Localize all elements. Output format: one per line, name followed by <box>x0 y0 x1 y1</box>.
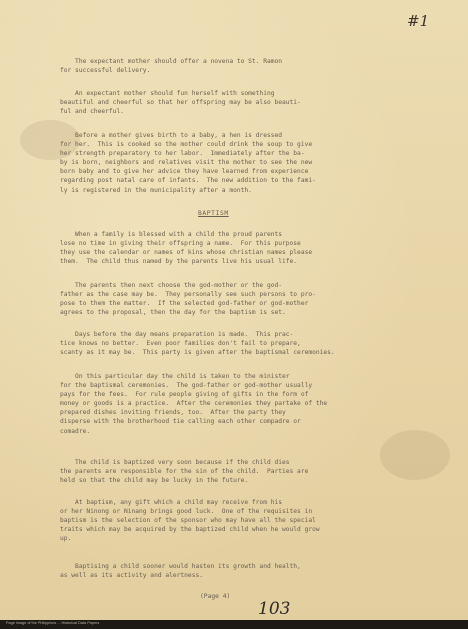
handwritten-folio-number: 103 <box>258 599 291 619</box>
paragraph-cheerful: An expectant mother should fun herself with something beautiful and cheerful so that her offspring may be also beauti- ful and cheerful. <box>60 90 301 116</box>
paragraph-preparation: Days before the day means preparation is made. This prac- tice knows no better. Even poor families don't fail to prepare, scanty as it may be. This party is given after the baptismal ceremonies. <box>60 331 335 357</box>
paragraph-novena: The expectant mother should offer a novena to St. Ramon for successful delivery. <box>60 58 283 75</box>
paragraph-baptized-soon: The child is baptized very soon because if the child dies the parents are responsible for the sin of the child. Parties are held so that the child may be lucky in the future. <box>60 459 309 485</box>
paragraph-gifts: At baptism, any gift which a child may receive from his or her Ninong or Ninang brings good luck. One of the requisites in baptism is the selection of the sponsor who may have all the special traits which may be acquired by the baptized child when he would grow up. <box>60 499 320 543</box>
page-number-handwritten: #1 <box>407 12 430 30</box>
paragraph-hen-dressed: Before a mother gives birth to a baby, a hen is dressed for her. This is cooked so the mother could drink the soup to give her strength preparatory to her labor. Immediately after the ba- by is born, neighbors and relatives visit the mother to see the new born baby and to give her advice they have learned from experience regarding post natal care of infants. The new addition to the fami- ly is registered in the municipality after a month. <box>60 132 316 194</box>
paragraph-growth: Baptising a child sooner would hasten its growth and health, as well as its activity and alertness. <box>60 563 301 580</box>
scan-edge-text: Page image of the Philippines ... Historical Data Papers <box>6 621 100 625</box>
paragraph-naming: When a family is blessed with a child the proud parents lose no time in giving their offspring a name. For this purpose they use the calendar or names of kins whose christian names please them. The child thus named by the parents live his usual life. <box>60 231 313 266</box>
paragraph-ceremony-day: On this particular day the child is taken to the minister for the baptismal ceremonies. The god-father or god-mother usually pays for the fees. For rule people giving of gifts in the form of money or goods is a practice. After the ceremonies they partake of the prepared dishes inviting friends, too. After the party they disperse with the brotherhood tie calling each other compadre or comadre. <box>60 373 328 435</box>
section-heading-baptism: BAPTISM <box>198 210 229 217</box>
page-footer: (Page 4) <box>200 593 231 600</box>
paragraph-godparents: The parents then next choose the god-mother or the god- father as the case may be. They personally see such persons to pro- pose to them the matter. If the selected god-father or god-mother agrees to the proposal, then the day for the baptism is set. <box>60 282 316 317</box>
